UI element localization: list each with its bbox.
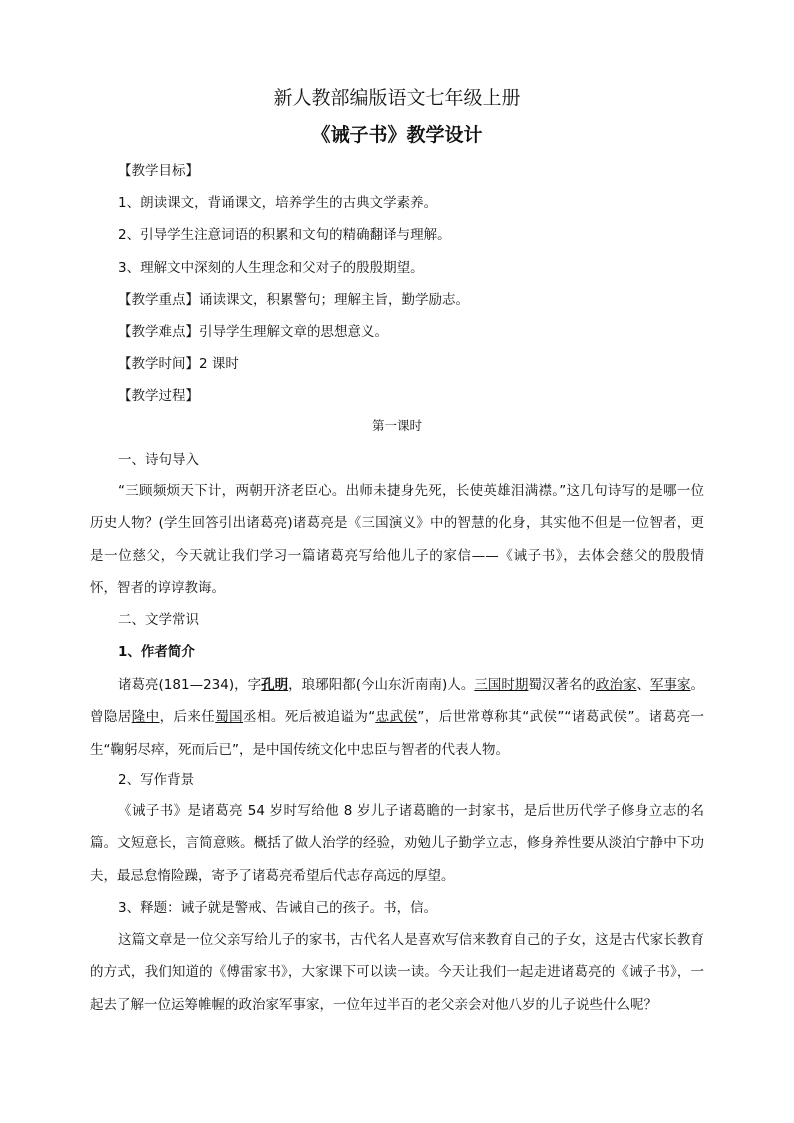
process-heading: 【教学过程】 (118, 388, 199, 404)
teaching-time: 【教学时间】2 课时 (118, 356, 239, 372)
section1-heading: 一、诗句导入 (118, 452, 199, 468)
objective-item: 2、引导学生注意词语的积累和文句的精确翻译与理解。 (118, 227, 451, 243)
lesson-label: 第一课时 (371, 418, 422, 433)
document-subtitle: 《诫子书》教学设计 (311, 124, 483, 146)
section2-heading: 二、文学常识 (118, 612, 199, 628)
objective-item: 3、理解文中深刻的人生理念和父对子的殷殷期望。 (118, 260, 424, 276)
intro-paragraph: “三顾频烦天下计，两朝开济老臣心。出师未捷身先死，长使英雄泪满襟。”这几句诗写的是哪一位历史人物？(学生回答引出诸葛亮)诸葛亮是《三国演义》中的智慧的化身，其实他不但是一位智者，更是一位慈父，今天就让我们学习一篇诸葛亮写给他儿子的家信——《诫子书》，去体会慈父的殷殷情怀，智者的谆谆教诲。 (90, 483, 704, 597)
background-paragraph: 《诫子书》是诸葛亮 54 岁时写给他 8 岁儿子诸葛瞻的一封家书，是后世历代学子修身立志的名篇。文短意长，言简意赅。概括了做人治学的经验，劝勉儿子勤学立志，修身养性要从淡泊宁静中下功夫，最忌怠惰险躁，寄予了诸葛亮希望后代志存高远的厚望。 (90, 803, 704, 884)
background-heading: 2、写作背景 (118, 772, 195, 788)
objective-item: 1、朗读课文，背诵课文，培养学生的古典文学素养。 (118, 195, 438, 211)
closing-paragraph: 这篇文章是一位父亲写给儿子的家书，古代名人是喜欢写信来教育自己的子女，这是古代家长教育的方式，我们知道的《傅雷家书》，大家课下可以读一读。今天让我们一起走进诸葛亮的《诫子书》，一起去了解一位运筹帷幄的政治家军事家，一位年过半百的老父亲会对他八岁的儿子说些什么呢？ (90, 932, 704, 1013)
author-heading: 1、作者简介 (118, 644, 195, 660)
author-paragraph: 诸葛亮(181—234)，字孔明，琅琊阳都(今山东沂南南)人。三国时期蜀汉著名的政治家、军事家。曾隐居隆中，后来任蜀国丞相。死后被追谥为“忠武侯”，后世常尊称其“武侯”“诸葛武侯”。诸葛亮一生“鞠躬尽瘁，死而后已”，是中国传统文化中忠臣与智者的代表人物。 (90, 677, 705, 758)
objectives-heading: 【教学目标】 (118, 163, 199, 179)
title-explanation: 3、释题：诫子就是警戒、告诫自己的孩子。书，信。 (118, 900, 438, 916)
document-title: 新人教部编版语文七年级上册 (273, 87, 521, 109)
difficulty: 【教学难点】引导学生理解文章的思想意义。 (118, 324, 388, 340)
key-points: 【教学重点】诵读课文，积累警句；理解主旨，勤学励志。 (118, 292, 469, 308)
